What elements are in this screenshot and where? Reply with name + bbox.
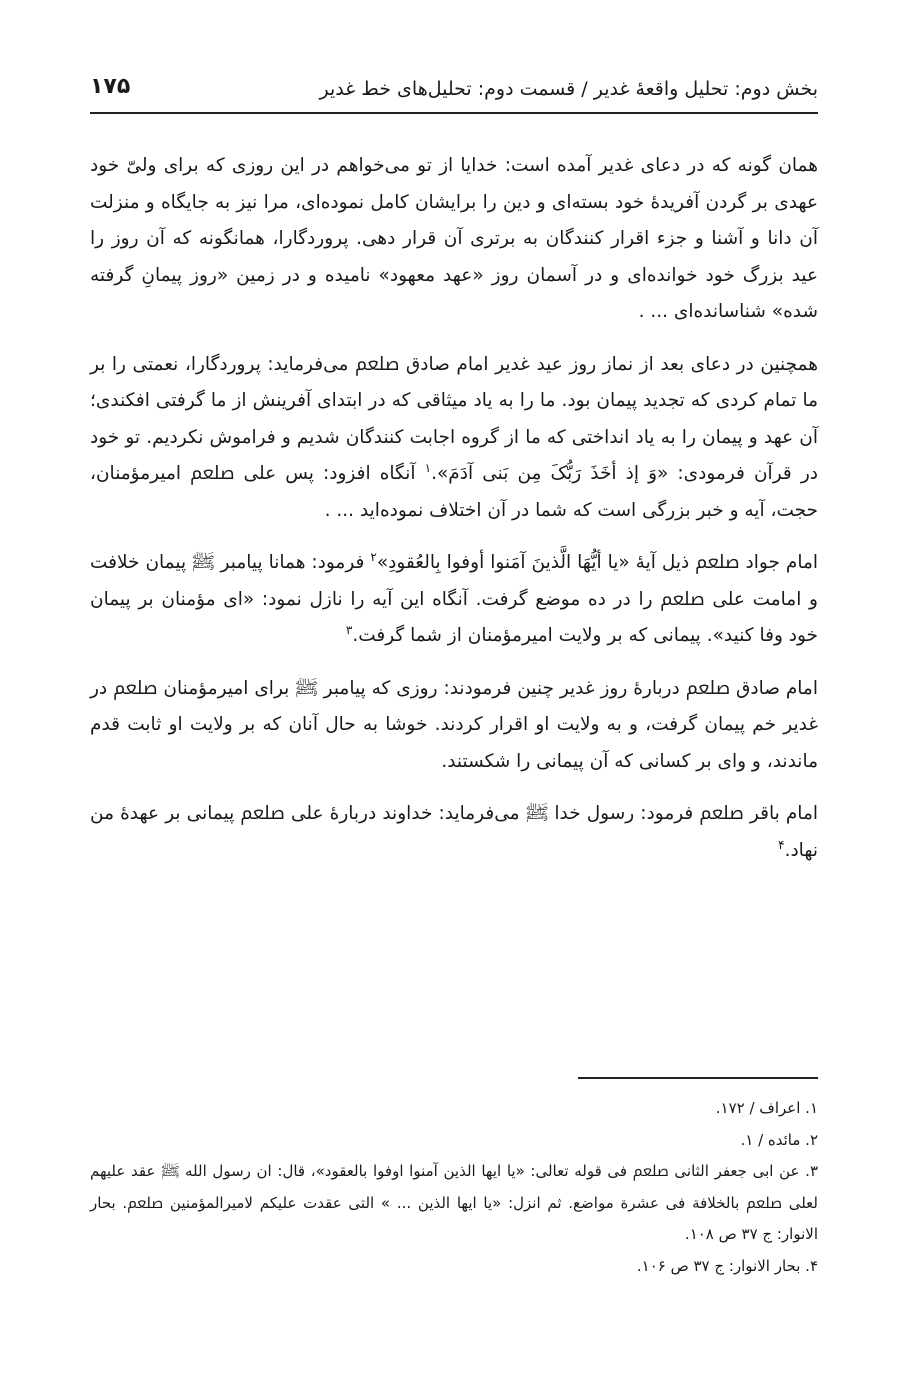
book-page bbox=[90, 0, 818, 1390]
footnote-ref-1[interactable]: ۱ bbox=[424, 460, 432, 475]
footnote-2: ۲. مائده / ۱. bbox=[740, 1130, 818, 1149]
running-header bbox=[90, 72, 818, 114]
paragraph-2-text: همچنین در دعای بعد از نماز روز عید غدیر امام صادق ﷵ می‌فرماید: پروردگارا، نعمتی را بر ما تمام کردی که تجدید پیمان بود. ما را به یاد میثاقی که در ابتدای آفرینش از ما گرفتی افکندی؛ آن عهد و پیمان را به یاد انداختی که ما از گروه اجابت کنندگان شدیم و فراموش نکردیم. تو خود در قرآن فرمودی: «وَ إذ أخَذَ رَبُّکَ مِن بَنی آدَمَ». bbox=[90, 353, 818, 484]
paragraph-2 bbox=[90, 347, 818, 530]
footnote-divider bbox=[578, 1077, 818, 1079]
footnote-ref-3[interactable]: ۳ bbox=[345, 622, 353, 637]
paragraph-4-text: امام صادق ﷵ دربارۀ روز غدیر چنین فرمودند: روزی که پیامبر ﷺ برای امیرمؤمنان ﷵ در غدیر خم پیمان گرفت، و به ولایت او اقرار کردند. خوشا به حال آنان که بر ولایت او ثابت قدم ماندند، و وای بر کسانی که آن پیمانی را شکستند. bbox=[90, 677, 818, 772]
paragraph-3-text-a: امام جواد ﷵ ذیل آیۀ «یا أیُّهَا الَّذینَ آمَنوا أوفوا بِالعُقودِ» bbox=[376, 552, 819, 573]
paragraph-3 bbox=[90, 545, 818, 655]
paragraph-4 bbox=[90, 671, 818, 781]
footnotes bbox=[90, 1093, 818, 1282]
page-number: ۱۷۵ bbox=[90, 74, 131, 99]
paragraph-5-text: امام باقر ﷵ فرمود: رسول خدا ﷺ می‌فرماید: خداوند دربارۀ علی ﷵ پیمانی بر عهدۀ من نهاد. bbox=[90, 803, 818, 861]
paragraph-5 bbox=[90, 796, 818, 869]
footnote-4: ۴. بحار الانوار: ج ۳۷ ص ۱۰۶. bbox=[636, 1256, 818, 1275]
paragraph-1 bbox=[90, 148, 818, 331]
footnote-ref-4[interactable]: ۴ bbox=[778, 837, 785, 852]
paragraph-3-text-b: فرمود: همانا پیامبر ﷺ پیمان خلافت و امامت علی ﷵ را در ده موضع گرفت. آنگاه این آیه را نازل نمود: «ای مؤمنان بر پیمان خود وفا کنید». پیمانی که بر ولایت امیرمؤمنان از شما گرفت. bbox=[90, 552, 818, 646]
paragraph-1-text: همان گونه که در دعای غدیر آمده است: خدایا از تو می‌خواهم در این روزی که برای ولیّ خود عهدی بر گردن آفریدۀ خود بسته‌ای و دین را برایشان کامل نموده‌ای، مرا نیز به جایگاه و منزلت آن دانا و آشنا و جزء اقرار کنندگان به برتری آن قرار دهی. پروردگارا، همانگونه که آن روز را عید بزرگ خود خوانده‌ای و در آسمان روز «عهد معهود» نامیده و در زمین «روز پیمانِ گرفته شده» شناسانده‌ای ... . bbox=[90, 155, 818, 322]
paragraph-2-continued: آنگاه افزود: پس علی ﷵ امیرمؤمنان، حجت، آیه و خبر بزرگی است که شما در آن اختلاف نموده‌اید ... . bbox=[90, 463, 818, 521]
footnote-1: ۱. اعراف / ۱۷۲. bbox=[715, 1099, 818, 1117]
body-text bbox=[90, 148, 818, 885]
footnote-3: ۳. عن ابی جعفر الثانی ﷵ فی قوله تعالی: «یا ایها الذین آمنوا اوفوا بالعقود»، قال: ان رسول الله ﷺ عقد علیهم لعلی ﷵ بالخلافة فی عشرة مواضع. ثم انزل: «یا ایها الذین ... » التی عقدت علیکم لامیرالمؤمنین ﷵ. بحار الانوار: ج ۳۷ ص ۱۰۸. bbox=[90, 1162, 818, 1243]
footnote-ref-2[interactable]: ۲ bbox=[370, 549, 377, 564]
header-title: بخش دوم: تحلیل واقعۀ غدیر / قسمت دوم: تحلیل‌های خط غدیر bbox=[319, 78, 818, 100]
